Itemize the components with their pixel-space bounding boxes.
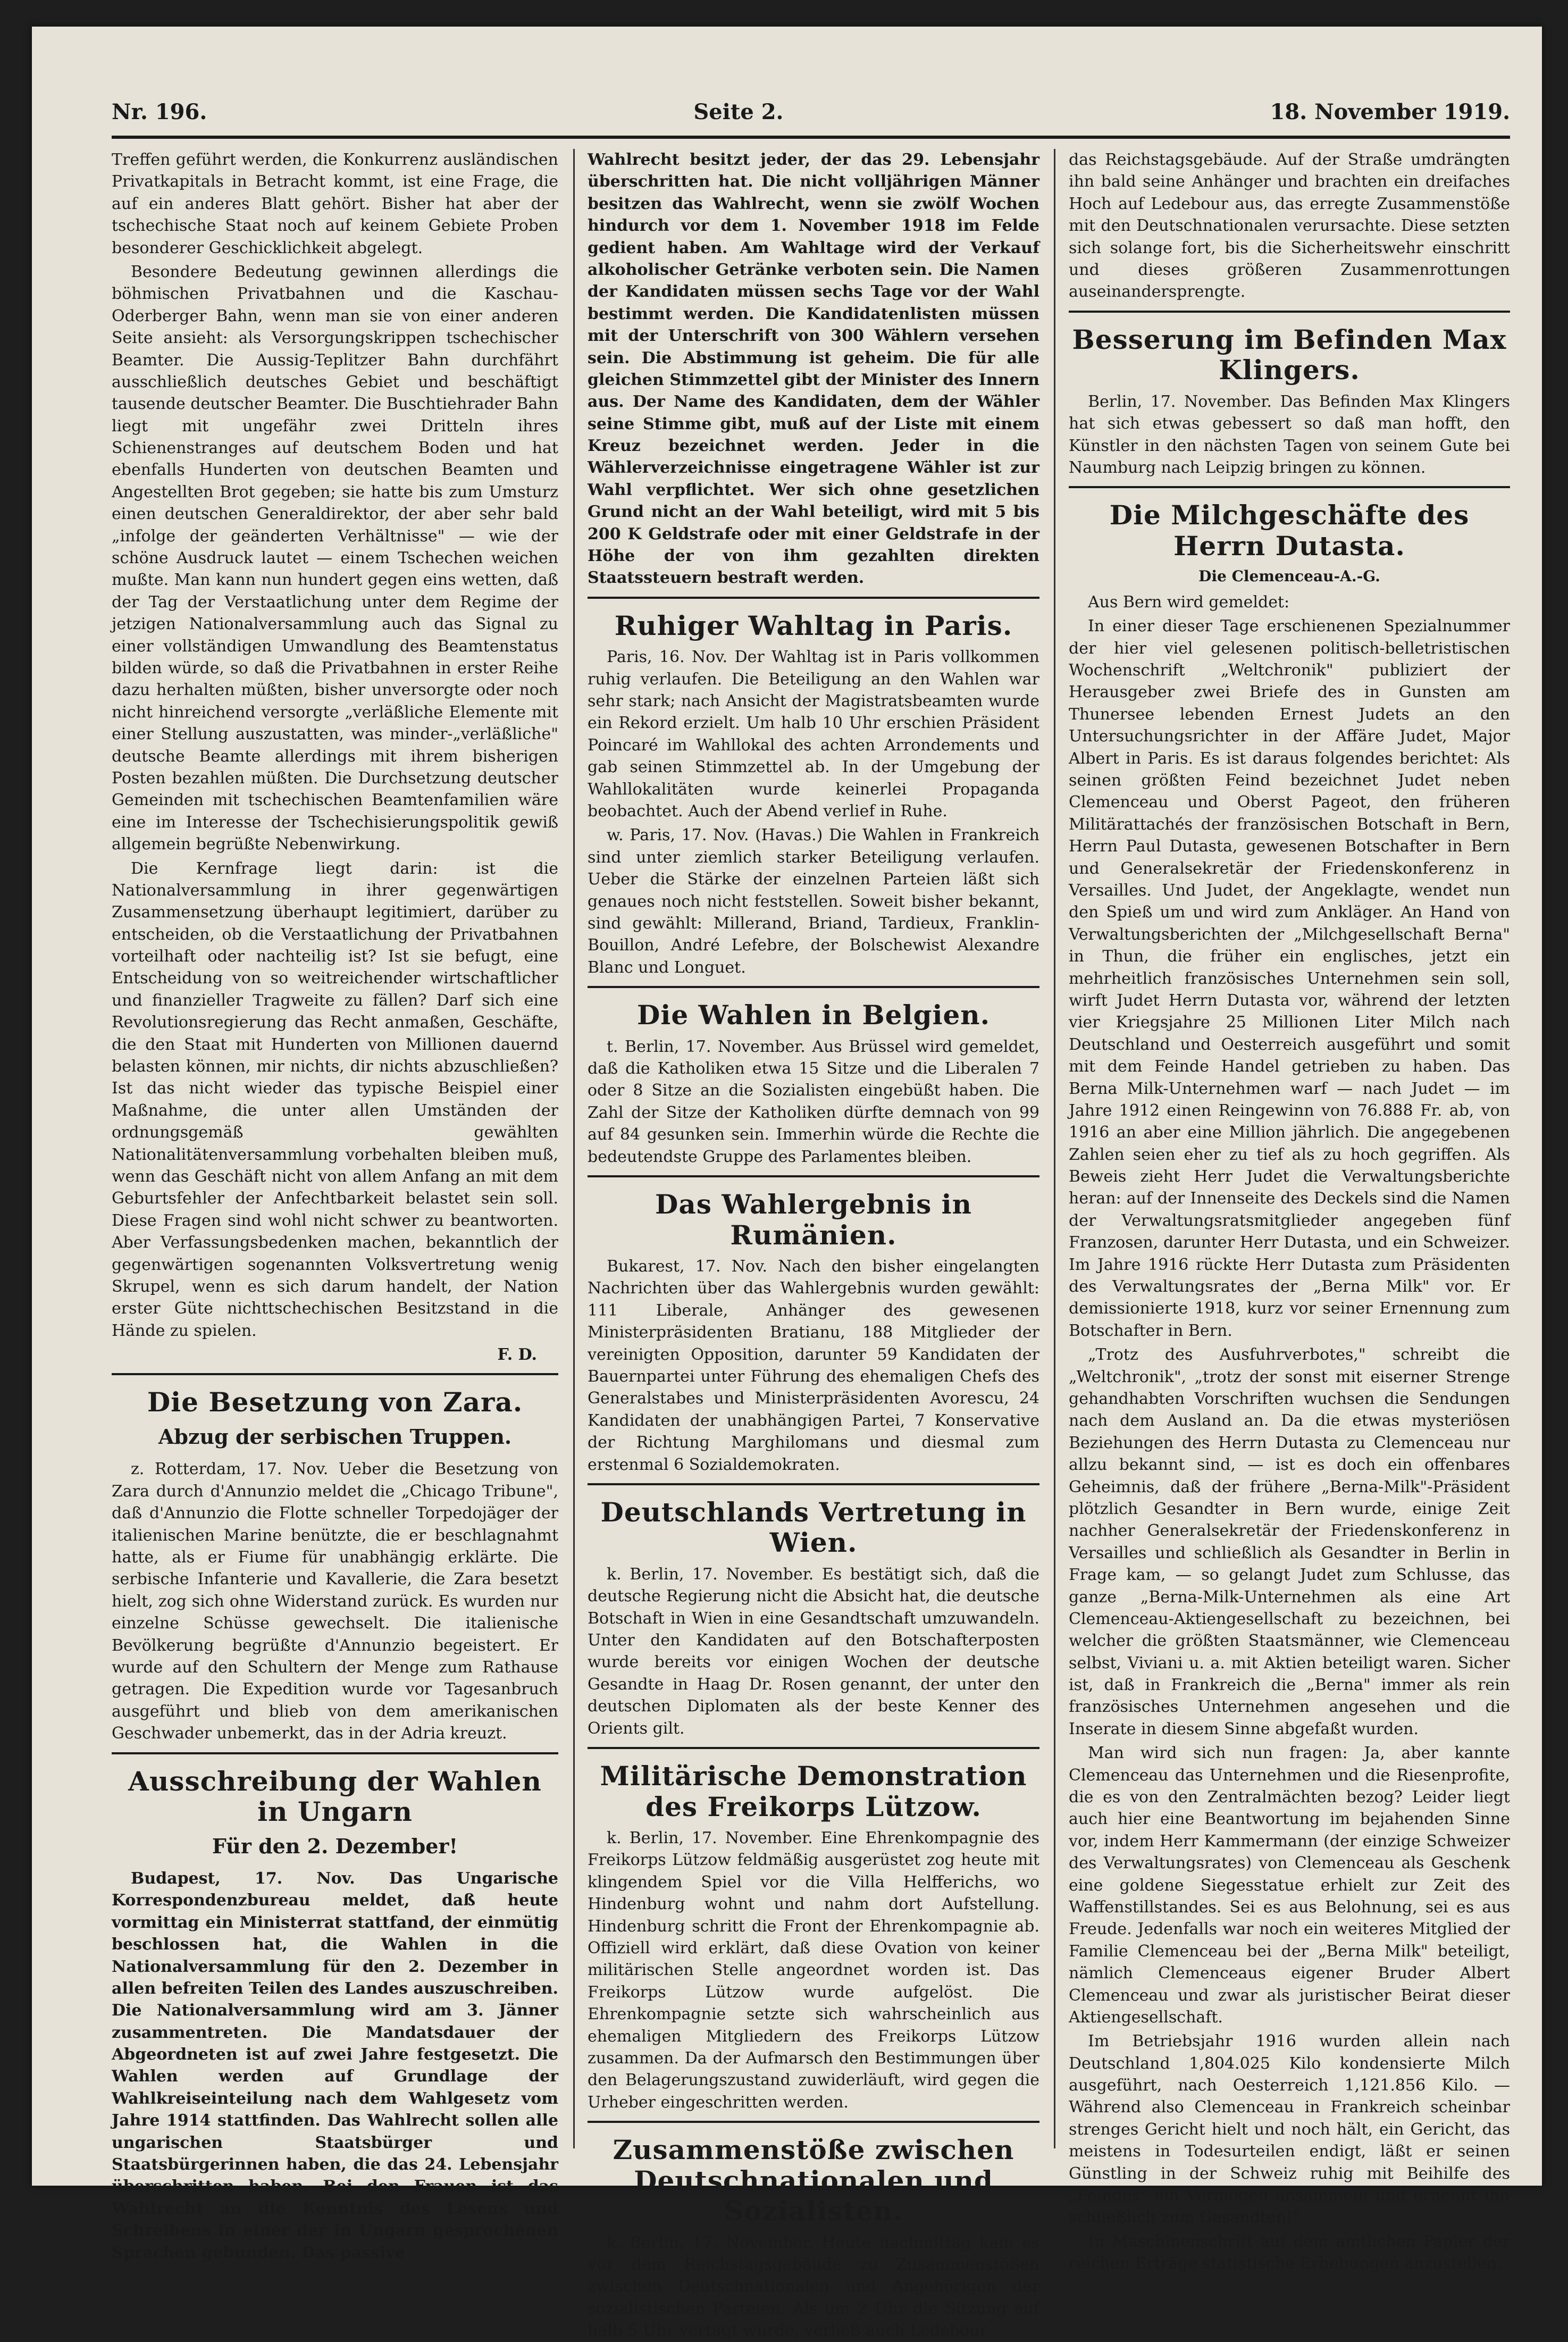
article-rule [588, 1747, 1039, 1749]
article-text: k. Berlin, 17. November. Eine Ehrenkompagnie des Freikorps Lützow feldmäßig ausgerüstet zog heute mit klingendem Spiel vor die Villa Helfferichs, wo Hindenburg wohnt und nahm dort Aufstellung. Hindenburg schritt die Front der Ehrenkompagnie ab. Offiziell wird erklärt, daß diese Ovation von keiner militärischen Stelle angeordnet worden ist. Das Freikorps Lützow wurde aufgelöst. Die Ehrenkompagnie setzte sich wahrscheinlich aus ehemaligen Mitgliedern des Freikorps Lützow zusammen. Da der Aufmarsch den Bestimmungen über den Belagerungszustand zuwiderläuft, wird gegen die Urheber eingeschritten werden. [588, 1829, 1039, 2112]
headline-luetzow: Militärische Demonstration des Freikorps Lützow. [600, 1760, 1027, 1822]
headline-klinger: Besserung im Befinden Max Klingers. [1072, 323, 1507, 386]
article-text: „Trotz des Ausfuhrverbotes," schreibt die „Weltchronik", „trotz der sonst mit eiserner Strenge gehandhabten Vorschriften wuchsen die Sendungen nach dem Ausland an. Da die etwas mysteriösen Beziehungen des Herrn Dutasta zu Clemenceau nur allzu bekannt sind, — ist es doch ein offenbares Geheimnis, daß der frühere „Berna-Milk"-Präsident plötzlich Gesandter in Bern wurde, einige Zeit nachher Generalsekretär der Friedenskonferenz in Versailles und schließlich als Gesandter in Berlin in Frage kam, — so gelangt Judet zum Schlusse, das ganze „Berna-Milk-Unternehmen als eine Art Clemenceau-Aktiengesellschaft zu bezeichnen, bei welcher die größten Staatsmänner, wie Clemenceau selbst, Viviani u. a. mit Aktien beteiligt waren. Sicher ist, daß in Frankreich die „Berna" immer als rein französisches Unternehmen angesehen und die Inserate in diesem Sinne abgefaßt wurden. [1069, 1345, 1510, 1738]
article-text: Wahlrecht besitzt jeder, der das 29. Lebensjahr überschritten hat. Die nicht volljährigen Männer besitzen das Wahlrecht, wenn sie zwölf Wochen hindurch vor dem 1. November 1918 im Felde gedient haben. Am Wahltage wird der Verkauf alkoholischer Getränke verboten sein. Die Namen der Kandidaten müssen sechs Tage vor der Wahl bestimmt werden. Die Kandidatenlisten müssen mit der Unterschrift von 300 Wählern versehen sein. Die Abstimmung ist geheim. Die für alle gleichen Stimmzettel gibt der Minister des Innern aus. Der Name des Kandidaten, dem der Wähler seine Stimme gibt, muß auf der Liste mit einem Kreuz bezeichnet werden. Jeder in die Wählerverzeichnisse eingetragene Wähler ist zur Wahl verpflichtet. Wer sich ohne gesetzlichen Grund nicht an der Wahl beteiligt, wird mit 5 bis 200 K Geldstrafe oder mit einer Geldstrafe in der Höhe der von ihm gezahlten direkten Staatssteuern bestraft werden. [588, 150, 1039, 588]
headline-dutasta: Die Milchgeschäfte des Herrn Dutasta. [1109, 499, 1470, 562]
article-text: Im Betriebsjahr 1916 wurden allein nach Deutschland 1,804.025 Kilo kondensierte Milch ausgeführt, nach Oesterreich 1,121.856 Kilo. — Während also Clemenceau in Frankreich scheinbar strenges Gericht hielt und noch hält, ein Gericht, das meistens in Todesurteilen endigt, läßt er seinen Günstling in der Schweiz ruhig mit Beihilfe des „Feindes" ein Vermögen ansammeln und ernennt ihn schließlich zum Gesandten!" [1069, 2032, 1510, 2227]
article-text: Bukarest, 17. Nov. Nach den bisher eingelangten Nachrichten über das Wahlergebnis wurden gewählt: 111 Liberale, Anhänger des gewesenen Ministerpräsidenten Bratianu, 188 Mitglieder der vereinigten Opposition, darunter 59 Kandidaten der Bauernpartei unter Führung des ehemaligen Chefs des Generalstabes und Ministerpräsidenten Avorescu, 24 Kandidaten der unabhängigen Partei, 7 Konservative der Richtung Marghilomans und diesmal zum erstenmal 6 Sozialdemokraten. [588, 1257, 1039, 1474]
article-rule [112, 1752, 558, 1754]
column-3 [1069, 149, 1510, 2273]
subheadline-ungarn: Für den 2. Dezember! [212, 1834, 458, 1858]
column-2 [588, 149, 1039, 2340]
article-text: Man wird sich nun fragen: Ja, aber kannte Clemenceau das Unternehmen und die Riesenprofite, die es von den Zentralmächten bezog? Leider liegt auch hier eine Beantwortung im bejahenden Sinne vor, indem Herr Kammermann (der einzige Schweizer des Verwaltungsrates) von Clemenceau als Geschenk eine goldene Siegesstatue erhielt zur Zeit des Waffenstillstandes. Sei es aus Belohnung, sei es aus Freude. Jedenfalls war noch ein weiteres Mitglied der Familie Clemenceau bei der „Berna Milk" beteiligt, nämlich Clemenceaus eigener Bruder Albert Clemenceau und zwar als juristischer Beirat dieser Aktiengesellschaft. [1069, 1744, 1510, 2027]
headline-paris: Ruhiger Wahltag in Paris. [614, 609, 1013, 641]
headline-zara: Die Besetzung von Zara. [147, 1386, 523, 1418]
article-text: k. Berlin, 17. November. Heute nachmittag kam es vor dem Reichstagsgebäude zu Zusammenstößen zwischen Deutschnationalen und Angehörigen der sozialistischen Parteien. Als um 2 Uhr die Sitzung auf halb 5 Uhr vertagt wurde, verließ auch Ledebour [588, 2233, 1039, 2340]
headline-ungarn: Ausschreibung der Wahlen in Ungarn [128, 1765, 542, 1827]
headline-belgien: Die Wahlen in Belgien. [636, 999, 991, 1031]
article-text: Besondere Bedeutung gewinnen allerdings die böhmischen Privatbahnen und die Kaschau-Oderberger Bahn, wenn man sie von einer anderen Seite ansieht: als Versorgungskrippen tschechischer Beamter. Die Aussig-Teplitzer Bahn durchfährt ausschließlich deutsches Gebiet und beschäftigt tausende deutscher Beamter. Die Buschtiehrader Bahn liegt mit ungefähr zwei Dritteln ihres Schienenstranges auf deutschem Boden und hat ebenfalls Hunderten von deutschen Beamten und Angestellten Brot gegeben; sie hatte bis zum Umsturz einen deutschen Generaldirektor, der aber sehr bald „infolge der geänderten Verhältnisse" — wie der schöne Ausdruck lautet — einem Tschechen weichen mußte. Man kann nun hundert gegen eins wetten, daß der Tag der Verstaatlichung unter dem Regime der jetzigen Nationalversammlung auch das Signal zu einer vollständigen Umwandlung des Beamtenstatus bilden würde, so daß die Privatbahnen in erster Reihe dazu herhalten müßten, bisher unversorgte oder noch nicht hinreichend versorgte „verläßliche Elemente mit einer Stellung auszustatten, was minder-„verläßliche" deutsche Beamte allerdings mit ihrem bisherigen Posten bezahlen müßten. Die Durchsetzung deutscher Gemeinden mit tschechischen Beamtenfamilien wäre eine im Interesse der Tschechisierungspolitik gewiß allgemein begrüßte Nebenwirkung. [112, 262, 558, 854]
article-rule [588, 986, 1039, 988]
article-rule [1069, 486, 1510, 488]
article-rule [588, 2121, 1039, 2123]
column-divider [573, 149, 575, 2148]
article-text: das Reichstagsgebäude. Auf der Straße umdrängten ihn bald seine Anhänger und brachten ein dreifaches Hoch auf Ledebour aus, das erregte Zusammenstöße mit den Deutschnationalen verursachte. Diese setzten sich solange fort, bis die Sicherheitswehr einschritt und dieses größeren Zusammenrottungen auseinandersprengte. [1069, 150, 1510, 302]
article-text: In einer dieser Tage erschienenen Spezialnummer der hier viel gelesenen politisch-belletristischen Wochenschrift „Weltchronik" publiziert der Herausgeber zwei Briefe des in Gunsten am Thunersee lebenden Ernest Judets an den Untersuchungsrichter in der Affäre Judet, Major Albert in Paris. Es ist daraus folgendes berichtet: Als seinen größten Feind bezeichnet Judet neben Clemenceau und Oberst Pageot, den früheren Militärattachés der französischen Botschaft in Bern, Herrn Paul Dutasta, gewesenen Botschafter in Bern und Generalsekretär der Friedenskonferenz in Versailles. Und Judet, der Angeklagte, wendet nun den Spieß um und wird zum Ankläger. An Hand von Verwaltungsberichten der „Milchgesellschaft Berna" in Thun, die früher ein englisches, jetzt ein mehrheitlich französisches Unternehmen sein soll, wirft Judet Herrn Dutasta vor, während der letzten vier Kriegsjahre 25 Millionen Liter Milch nach Deutschland und Oesterreich ausgeführt und somit mit dem Feinde Handel getrieben zu haben. Das Berna Milk-Unternehmen warf — nach Judet — im Jahre 1912 einen Reingewinn von 76.888 Fr. ab, von 1916 an aber eine Million jährlich. Die angegebenen Zahlen seien eher zu tief als zu hoch gegriffen. Als Beweis zieht Herr Judet die Verwaltungsberichte heran: auf der Innenseite des Deckels sind die Namen der Verwaltungsratsmitglieder angegeben fünf Franzosen, darunter Herr Dutasta, und ein Schweizer. Im Jahre 1916 rückte Herr Dutasta zum Präsidenten des Verwaltungsrates der „Berna Milk" vor. Er demissionierte 1918, kurz vor seiner Ernennung zum Botschafter in Bern. [1069, 617, 1510, 1340]
headline-zusammenstoesse: Zusammenstöße zwischen Deutschnationalen und Sozialisten. [613, 2134, 1014, 2227]
page-header [112, 90, 1510, 133]
header-rule [112, 136, 1510, 139]
page-number: Seite 2. [693, 99, 784, 124]
article-rule [112, 1373, 558, 1375]
article-text: z. Rotterdam, 17. Nov. Ueber die Besetzung von Zara durch d'Annunzio meldet die „Chicago Tribune", daß d'Annunzio die Flotte schneller Torpedojäger der italienischen Marine benützte, die er beschlagnahmt hatte, als er Fiume für unabhängig erklärte. Die serbische Infanterie und Kavallerie, die Zara besetzt hielt, zog sich ohne Widerstand zurück. Es wurden nur einzelne Schüsse gewechselt. Die italienische Bevölkerung begrüßte d'Annunzio begeistert. Er wurde auf den Schultern der Menge zum Rathause getragen. Die Expedition wurde vor Tagesanbruch ausgeführt und blieb von dem amerikanischen Geschwader unbemerkt, das in der Adria kreuzt. [112, 1460, 558, 1743]
article-text: Berlin, 17. November. Das Befinden Max Klingers hat sich etwas gebessert so daß man hofft, den Künstler in den nächsten Tagen von seinem Gute bei Naumburg nach Leipzig bringen zu können. [1069, 392, 1510, 477]
author-signature: F. D. [497, 1345, 537, 1365]
column-divider [1054, 149, 1055, 2148]
article-text: k. Berlin, 17. November. Es bestätigt sich, daß die deutsche Regierung nicht die Absicht hat, die deutsche Botschaft in Wien in eine Gesandtschaft umzuwandeln. Unter den Kandidaten auf den Botschafterposten wurde bereits vor einigen Wochen der deutsche Gesandte in Haag Dr. Rosen genannt, der unter den deutschen Diplomaten als der beste Kenner des Orients gilt. [588, 1565, 1039, 1738]
article-text: Aus Bern wird gemeldet: [1088, 592, 1290, 612]
article-text: In Maschinenschrift auf dem amtlichen Papier der reichen Erträge statistische Erhebungen anzustellen. [1069, 2232, 1510, 2273]
article-rule [588, 1483, 1039, 1485]
article-text: Treffen geführt werden, die Konkurrenz ausländischen Privatkapitals in Betracht kommt, ist eine Frage, die auf ein anderes Blatt gehört. Bisher hat aber der tschechische Staat noch auf keinem Gebiete Proben besonderer Geschicklichkeit abgelegt. [112, 150, 558, 257]
newspaper-page [32, 27, 1542, 2340]
issue-date: 18. November 1919. [1270, 99, 1510, 124]
article-text: t. Berlin, 17. November. Aus Brüssel wird gemeldet, daß die Katholiken etwa 15 Sitze und die Liberalen 7 oder 8 Sitze an die Sozialisten eingebüßt haben. Die Zahl der Sitze der Katholiken dürfte demnach von 99 auf 84 gesunken sein. Immerhin würde die Rechte die bedeutendste Gruppe des Parlamentes bleiben. [588, 1037, 1039, 1166]
issue-number: Nr. 196. [112, 99, 207, 124]
subheadline-dutasta: Die Clemenceau-A.-G. [1198, 567, 1380, 586]
headline-wien: Deutschlands Vertretung in Wien. [600, 1496, 1027, 1559]
subheadline-zara: Abzug der serbischen Truppen. [158, 1424, 512, 1449]
article-text: w. Paris, 17. Nov. (Havas.) Die Wahlen in Frankreich sind unter ziemlich starker Beteiligung verlaufen. Ueber die Stärke der einzelnen Parteien läßt sich genaues noch nicht feststellen. Soweit bisher bekannt, sind gewählt: Millerand, Briand, Tardieux, Franklin-Bouillon, André Lefebre, der Bolschewist Alexandre Blanc und Longuet. [588, 826, 1039, 977]
article-rule [1069, 311, 1510, 313]
article-text: Die Kernfrage liegt darin: ist die Nationalversammlung in ihrer gegenwärtigen Zusammensetzung überhaupt legitimiert, darüber zu entscheiden, ob die Verstaatlichung der Privatbahnen vorteilhaft oder nachteilig ist? Ist sie befugt, eine Entscheidung von so weitreichender wirtschaftlicher und finanzieller Tragweite zu fällen? Darf sich eine Revolutionsregierung das Recht anmaßen, Geschäfte, die den Staat mit Hunderten von Millionen dauernd belasten können, mir nichts, dir nichts abzuschließen? Ist das nicht wieder das typische Beispiel einer Maßnahme, die unter allen Umständen der ordnungsgemäß gewählten Nationalitätenversammlung vorbehalten bleiben muß, wenn das Geschäft nicht von allem Anfang an mit dem Geburtsfehler der Anfechtbarkeit belastet sein soll. Diese Fragen sind wohl nicht schwer zu beantworten. Aber Verfassungsbedenken machen, bekanntlich der gegenwärtigen sogenannten Volksvertretung wenig Skrupel, wenn es sich darum handelt, der Nation erster Güte nichttschechischen Besitzstand in die Hände zu spielen. [112, 859, 558, 1340]
column-1 [112, 149, 558, 2262]
article-rule [588, 1175, 1039, 1177]
article-rule [588, 597, 1039, 599]
headline-rumaenien: Das Wahlergebnis in Rumänien. [655, 1189, 972, 1251]
article-text: Paris, 16. Nov. Der Wahltag ist in Paris vollkommen ruhig verlaufen. Die Beteiligung an den Wahlen war sehr stark; nach Ansicht der Magistratsbeamten wurde ein Rekord erzielt. Um halb 10 Uhr erschien Präsident Poincaré im Wahllokal des achten Arrondements und gab seinen Stimmzettel ab. In der Umgebung der Wahllokalitäten wurde keinerlei Propaganda beobachtet. Auch der Abend verlief in Ruhe. [588, 648, 1039, 821]
article-text: Budapest, 17. Nov. Das Ungarische Korrespondenzbureau meldet, daß heute vormittag ein Ministerrat stattfand, der einmütig beschlossen hat, die Wahlen in die Nationalversammlung für den 2. Dezember in allen befreiten Teilen des Landes auszuschreiben. Die Nationalversammlung wird am 3. Jänner zusammentreten. Die Mandatsdauer der Abgeordneten ist auf zwei Jahre festgesetzt. Die Wahlen werden auf Grundlage der Wahlkreiseinteilung nach dem Wahlgesetz vom Jahre 1914 stattfinden. Das Wahlrecht sollen alle ungarischen Staatsbürger und Staatsbürgerinnen haben, die das 24. Lebensjahr überschritten haben. Bei den Frauen ist das Wahlrecht an die Kenntnis des Lesens und Schreibens in einer der in Ungarn gesprochenen Sprachen gebunden. Das passive [112, 1869, 558, 2262]
